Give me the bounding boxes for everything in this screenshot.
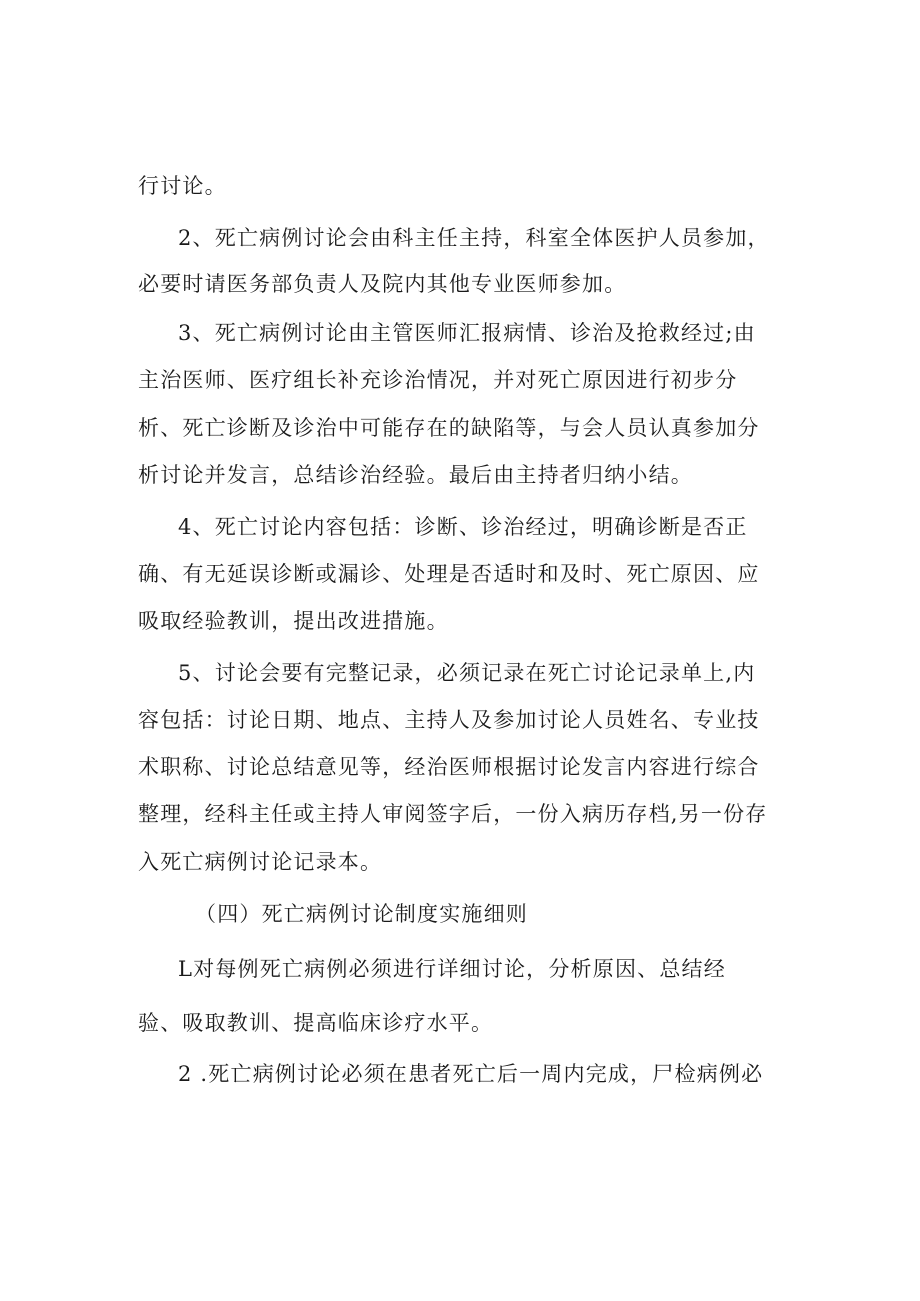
text-line: 2 .死亡病例讨论必须在患者死亡后一周内完成，尸检病例必: [178, 1062, 764, 1086]
text-line: 2、死亡病例讨论会由科主任主持，科室全体医护人员参加，: [178, 226, 770, 250]
text-line: 整理，经科主任或主持人审阅签字后，一份入病历存档,另一份存: [138, 802, 768, 826]
text-line: 行讨论。: [138, 174, 227, 198]
section-heading: （四）死亡病例讨论制度实施细则: [195, 902, 528, 926]
text-line: 4、死亡讨论内容包括：诊断、诊治经过，明确诊断是否正: [178, 515, 748, 539]
text-line: 5、讨论会要有完整记录，必须记录在死亡讨论记录单上,内: [178, 661, 756, 685]
text-line: 主治医师、医疗组长补充诊治情况，并对死亡原因进行初步分: [138, 368, 738, 392]
text-line: 验、吸取教训、提高临床诊疗水平。: [138, 1011, 494, 1035]
text-line: 必要时请医务部负责人及院内其他专业医师参加。: [138, 272, 627, 296]
text-line: 术职称、讨论总结意见等，经治医师根据讨论发言内容进行综合: [138, 755, 760, 779]
text-line: 析、死亡诊断及诊治中可能存在的缺陷等，与会人员认真参加分: [138, 416, 760, 440]
text-line: 析讨论并发言，总结诊治经验。最后由主持者归纳小结。: [138, 463, 693, 487]
text-line: 容包括：讨论日期、地点、主持人及参加讨论人员姓名、专业技: [138, 708, 760, 732]
text-line: 3、死亡病例讨论由主管医师汇报病情、诊治及抢救经过;由: [178, 321, 756, 345]
text-line: 吸取经验教训，提出改进措施。: [138, 609, 449, 633]
text-line: 确、有无延误诊断或漏诊、处理是否适时和及时、死亡原因、应: [138, 562, 760, 586]
text-line: 入死亡病例讨论记录本。: [138, 850, 383, 874]
text-line: L对每例死亡病例必须进行详细讨论，分析原因、总结经: [178, 957, 726, 981]
